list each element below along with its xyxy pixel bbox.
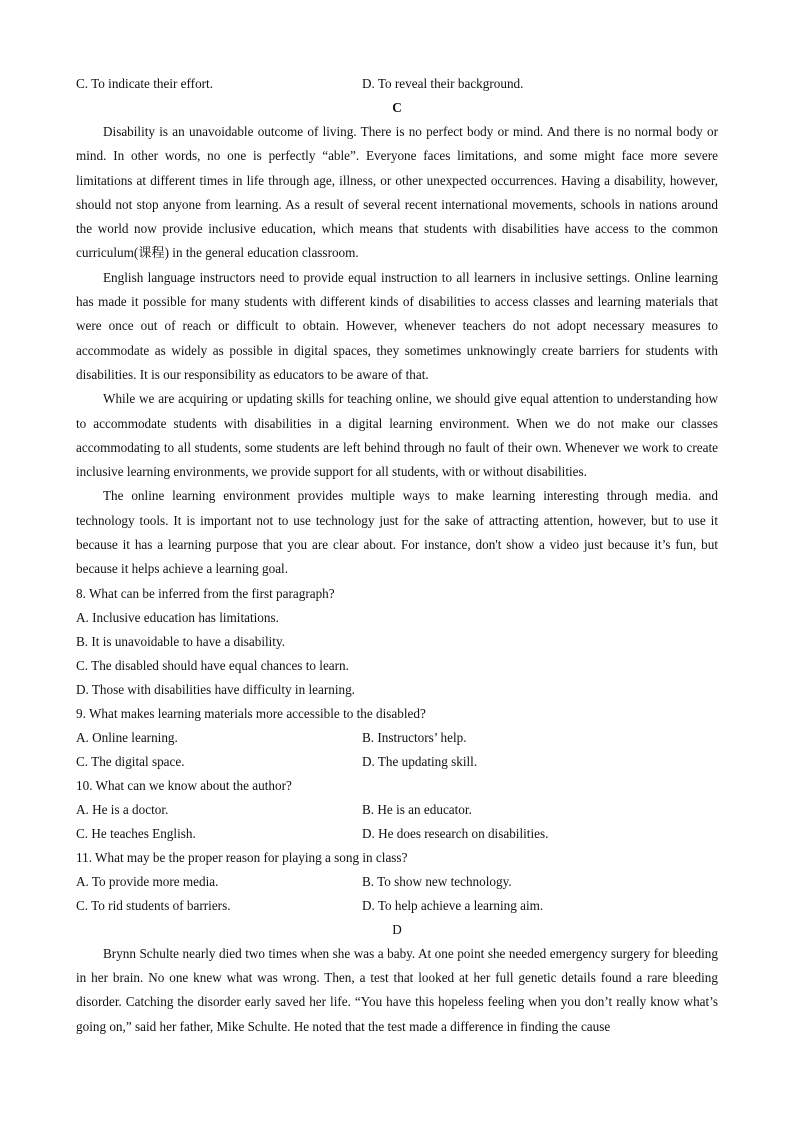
- section-c-title: C: [392, 100, 402, 115]
- question-9-option-c: C. The digital space.: [76, 753, 185, 769]
- option-c: C. To indicate their effort.: [76, 76, 214, 91]
- question-9-option-b: B. Instructors’ help.: [362, 729, 467, 745]
- question-11-options-row-2: [76, 894, 718, 918]
- question-9-options-row-1: [76, 726, 718, 750]
- passage-c-paragraph-4: The online learning environment provides multiple ways to make learning interesting through media. and technology tools. It is important not to use technology just for the sake of attracting attention, however, but to use it because it has a learning purpose that you are clear about. For instance, don't show a video just because it’s fun, but because it helps achieve a learning goal.: [76, 488, 718, 577]
- question-11-option-a: A. To provide more media.: [76, 873, 219, 889]
- question-10-option-a: A. He is a doctor.: [76, 801, 169, 817]
- passage-c-paragraph-3: While we are acquiring or updating skills for teaching online, we should give equal attention to understanding how to accommodate students with disabilities in a digital learning environment. When we do not make our classes accommodating to all students, some students are left behind through no fault of their own. Whenever we work to create inclusive learning environments, we provide support for all students, with or without disabilities.: [76, 391, 718, 480]
- question-10-option-d: D. He does research on disabilities.: [362, 825, 549, 841]
- question-8-option-b: B. It is unavoidable to have a disability.: [76, 633, 286, 649]
- question-9-option-d: D. The updating skill.: [362, 753, 478, 769]
- question-10-options-row-1: [76, 798, 718, 822]
- passage-c-paragraph-1: Disability is an unavoidable outcome of living. There is no perfect body or mind. And there is no normal body or mind. In other words, no one is perfectly “able”. Everyone faces limitations, and some might face more severe limitations at different times in life through age, illness, or other unexpected occurrences. Having a disability, however, should not stop anyone from learning. As a result of several recent international movements, schools in nations around the world now provide inclusive education, which means that students with disabilities have access to the common curriculum(课程) in the general education classroom.: [76, 124, 718, 261]
- question-9-option-a: A. Online learning.: [76, 729, 178, 745]
- question-11-options-row-1: [76, 870, 718, 894]
- previous-question-options: [76, 72, 718, 96]
- section-d-title: D: [392, 921, 402, 937]
- question-9-stem: 9. What makes learning materials more accessible to the disabled?: [76, 705, 426, 721]
- question-8-option-c: C. The disabled should have equal chances to learn.: [76, 657, 349, 673]
- passage-d-paragraph-1: Brynn Schulte nearly died two times when she was a baby. At one point she needed emergency surgery for bleeding in her brain. No one knew what was wrong. Then, a test that looked at her full genetic details found a rare bleeding disorder. Catching the disorder early saved her life. “You have this hopeless feeling when you don’t really know what’s going on,” said her father, Mike Schulte. He noted that the test made a difference in finding the cause: [76, 945, 718, 1034]
- question-11-option-c: C. To rid students of barriers.: [76, 897, 231, 913]
- question-11-option-b: B. To show new technology.: [362, 873, 512, 889]
- passage-c-paragraph-2: English language instructors need to provide equal instruction to all learners in inclusive settings. Online learning has made it possible for many students with different kinds of disabilities to access classes and learning materials that were once out of reach or difficult to obtain. However, whenever teachers do not adopt necessary measures to accommodate as widely as possible in digital spaces, they sometimes unknowingly create barriers for students with disabilities. It is our responsibility as educators to be aware of that.: [76, 269, 718, 382]
- question-11-stem: 11. What may be the proper reason for playing a song in class?: [76, 849, 408, 865]
- question-8-option-d: D. Those with disabilities have difficulty in learning.: [76, 681, 355, 697]
- question-10-options-row-2: [76, 822, 718, 846]
- question-9-options-row-2: [76, 750, 718, 774]
- question-10-option-b: B. He is an educator.: [362, 801, 472, 817]
- question-8-stem: 8. What can be inferred from the first paragraph?: [76, 585, 335, 601]
- question-8-option-a: A. Inclusive education has limitations.: [76, 609, 279, 625]
- question-10-stem: 10. What can we know about the author?: [76, 777, 292, 793]
- option-d: D. To reveal their background.: [362, 76, 524, 91]
- document-page: [76, 72, 718, 1039]
- question-11-option-d: D. To help achieve a learning aim.: [362, 897, 544, 913]
- question-10-option-c: C. He teaches English.: [76, 825, 196, 841]
